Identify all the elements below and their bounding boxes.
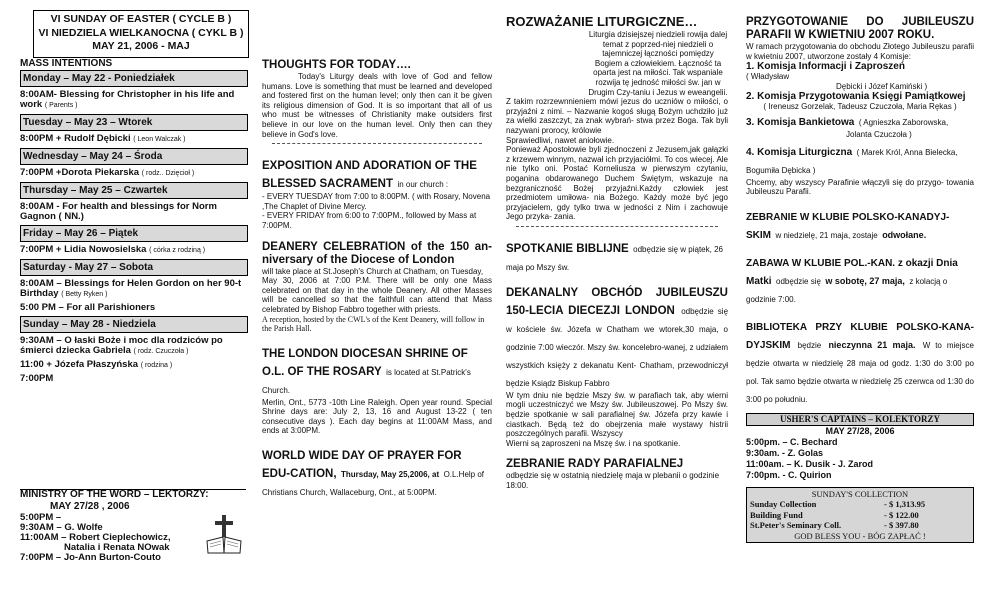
header-line-1: VI SUNDAY OF EASTER ( CYCLE B ) [50, 13, 232, 25]
english-notices-column [262, 59, 492, 500]
divider [272, 143, 482, 144]
exposition-suffix: in our church : [397, 180, 449, 190]
komisja-3-member-a: ( Agnieszka Zaborowska, [858, 117, 949, 127]
jubileusz-intro: W ramach przygotowania do obchodu Złotego Jubileuszu parafii w kwietniu 2007, utworzone zostały 4 Komisje: [746, 42, 974, 61]
collection-row [750, 510, 970, 521]
collection-label: Sunday Collection [750, 499, 817, 510]
exposition-friday: - EVERY FRIDAY from 6:00 to 7:00PM., followed by Mass at 7:00PM. [262, 211, 477, 230]
ministry-date: MAY 27/28 , 2006 [50, 501, 130, 512]
day-header: Saturday - May 27 – Sobota [20, 259, 248, 276]
collection-value: - $ 1,313.95 [884, 499, 926, 510]
prayer-body: O.L.Help of Christians Church, Wallaceburg, Ont., at 5:00PM. [262, 470, 485, 498]
prayer-date: Thursday, May 25,2006, at [340, 470, 440, 480]
jubileusz-title: PRZYGOTOWANIE DO JUBILEUSZU PARAFII W KWIETNIU 2007 ROKU. [746, 16, 974, 41]
jubileusz-outro: Chcemy, aby wszyscy Parafinie włączyli się do przygo- towania Jubileuszu Parafii. [746, 177, 974, 197]
intention-text: 8:00PM + Rudolf Dębicki [20, 133, 131, 144]
collection-box [746, 487, 974, 544]
intention-text: 5:00 PM – For all Parishioners [20, 302, 156, 313]
mass-intentions-column [20, 59, 248, 387]
thoughts-body: Today's Liturgy deals with love of God and fellow humans. Love is something that must be learned and developed and fostered first on the human level; only then can it be given its religious dimension of God. It is so important that all of us who must be witnesses of Christianity make outsiders first believe in our love on the human level. Only then can they believe in God's love. [262, 72, 492, 139]
ministry-line: 5:00PM – [20, 512, 62, 523]
bulletin-header [33, 10, 249, 58]
intention-text: 7:00PM + Lidia Nowosielska [20, 244, 147, 255]
shrine-body: Merlin, Ont., 5773 -10th Line Raleigh. Open year round. Special Shrine days are: July 2, 13, 16 and August 13-22 ( ten consecutive days ). Each day begins at 11:00AM Mass, and ends at 3:00PM. [262, 397, 492, 436]
klub1-body: w niedzielę, 21 maja, zostaje [775, 230, 878, 240]
liturgy-body-3: Ponieważ Apostołowie byli zjednoczeni z Jezusem,jak gałązki z krzewem winnym, nazwał ich przyjaciółmi. To cos wiecej. Ale nie tylko oni. Postać Korneliusza w pierwszym czytaniu, poganina obdarowanego Duchem Świętym, wskazuje na bezgraniczność Bożej przyjaźni.Każdy człowiek jest przedmiotem umiłowa- nia Bożego. Każdy może być jego przyjacielem, gdy tylko trwa w jedności z Nim i zachowuje Jego przyka- zania. [506, 145, 728, 222]
dekanalny-body-3: Wierni są zaproszeni na Mszę św. i na spotkanie. [506, 438, 681, 448]
komisja-1: 1. Komisja Informacji i Zaproszeń [746, 61, 905, 73]
zebranie-body: odbędzie się w ostatnią niedzielę maja w plebanii o godzinie 18:00. [506, 471, 720, 491]
biblijne-title: SPOTKANIE BIBLIJNE [506, 242, 629, 255]
liturgy-intro: Liturgia dzisiejszej niedzieli rowija dalej temat z poprzed-niej niedzieli o tajemniczej łączności pomiędzy Bogiem a człowiekiem. Łączność ta oparta jest na miłości. Tak wspaniale rozwija tę jedność miłości św. jan w Drugim Czy-taniu i Jezus w eweangelii. [588, 30, 728, 97]
biblioteka-body: będzie [797, 340, 822, 350]
klub2-tail: z kolacją o godzinie 7:00. [746, 276, 948, 304]
divider [516, 226, 718, 227]
ushers-date: MAY 27/28, 2006 [825, 425, 895, 436]
intention-text: 7:00PM [20, 373, 54, 384]
thoughts-title: THOUGHTS FOR TODAY…. [262, 59, 411, 71]
liturgy-body-2: Sprawiedliwi, nawet aniołowie. [506, 135, 615, 145]
klub1-bold: odwołane. [882, 229, 927, 240]
komisja-1-member-b: Dębicki i Józef Kamiński ) [836, 81, 928, 91]
komisja-2: 2. Komisja Przygotowania Księgi Pamiątkowej [746, 91, 966, 103]
collection-row [750, 520, 970, 531]
day-header: Wednesday – May 24 – Środa [20, 148, 248, 165]
day-header: Sunday – May 28 - Niedziela [20, 316, 248, 333]
exposition-tuesday: - EVERY TUESDAY from 7:00 to 8:00PM. ( with Rosary, Novena ,The Chaplet of Divine Mercy. [262, 192, 491, 211]
header-line-2: VI NIEDZIELA WIELKANOCNA ( CYKL B ) [38, 26, 244, 39]
intention-note: ( Parents ) [44, 102, 78, 109]
intention-note: ( rodz.. Dzięcioł ) [141, 170, 195, 177]
komisja-4-members: ( Marek Król, Anna Bielecka, Bogumiła Dębicka ) [746, 147, 958, 175]
exposition-title: EXPOSITION AND ADORATION OF THE BLESSED SACRAMENT [262, 160, 477, 191]
deanery-title: DEANERY CELEBRATION of the 150 an-niversary of the Diocese of London [262, 240, 492, 266]
mass-intentions-title: MASS INTENTIONS [20, 58, 113, 69]
intention-item [20, 245, 248, 256]
zebranie-title: ZEBRANIE RADY PARAFIALNEJ [506, 458, 684, 471]
collection-row [750, 499, 970, 510]
intention-item [20, 202, 248, 222]
klub2-title: ZABAWA W KLUBIE POL.-KAN. z okazji Dnia Matki [746, 257, 958, 287]
deanery-body-3: A reception, hosted by the CWL's of the Kent Deanery, will follow in the Parish Hall. [262, 314, 485, 334]
komisja-4: 4. Komisja Liturgiczna [746, 146, 853, 158]
polish-notices-column [506, 14, 728, 491]
ministry-title: MINISTRY OF THE WORD – LEKTORZY: [20, 489, 209, 500]
biblioteka-tail: W to miejsce będzie otwarta w niedzielę 28 maja od godz. 1:30 do 3:00 po pol. Tak samo będzie otwarta w niedzielę 25 czerwca od 1:30 do 3:00 po południu. [746, 340, 974, 404]
day-header: Thursday – May 25 – Czwartek [20, 182, 248, 199]
klub1-title: ZEBRANIE W KLUBIE POLSKO-KANADYJ-SKIM [746, 211, 950, 241]
collection-label: Building Fund [750, 509, 803, 520]
dekanalny-body: odbędzie się w kościele św. Józefa w Chatham we wtorek,30 maja, o godzinie 7:00 wieczór. Mszy św. koncelebro-wanej, z udziałem wszystkich księży z dekanatu Kent- Chatham, przewodniczył będzie Ksiądz Biskup Fabbro [506, 306, 729, 388]
liturgy-body-1: Z takim rozrzewnnieniem mówi jezus do uczniów o miłości, o przyjaźni z nimi. – Nazwanie kogoś sługą Bożym uchdziło już za wielki zaszczyt, za znak wybrań- stwa przez Boga. Tak byli nazywani prorocy, królowie [506, 97, 728, 135]
komisja-3: 3. Komisja Bankietowa [746, 116, 855, 128]
intention-note: ( Betty Ryken ) [61, 291, 108, 298]
shrine-suffix: is located at St.Patrick's Church. [262, 367, 471, 395]
intention-item [20, 90, 248, 111]
collection-title: SUNDAY'S COLLECTION [811, 488, 909, 499]
collection-label: St.Peter's Seminary Coll. [750, 520, 842, 531]
intention-item [20, 336, 248, 357]
intention-text: 8:00AM- Blessing for Christopher in his life and work [20, 89, 235, 110]
intention-text: 8:00AM – Blessings for Helen Gordon on her 90-t Birthday [20, 278, 242, 299]
collection-value: - $ 122.00 [884, 509, 919, 520]
intention-item [20, 360, 248, 371]
usher-line: 9:30am. - Z. Golas [746, 447, 824, 458]
intention-note: ( córka z rodziną ) [149, 247, 206, 254]
biblioteka-bold: nieczynna 21 maja. [828, 339, 916, 350]
ministry-line: 11:00AM – Robert Cieplechowicz, [20, 532, 171, 543]
ministry-line: 7:00PM – Jo-Ann Burton-Couto [20, 552, 161, 563]
ministry-line: 9:30AM – G. Wolfe [20, 522, 103, 533]
ushers-title: USHER'S CAPTAINS – KOLEKTORZY [746, 413, 974, 426]
komisja-2-members: ( Ireneusz Gorzelak, Tadeusz Czuczoła, Maria Rękas ) [763, 102, 957, 112]
liturgy-title: ROZWAŻANIE LITURGICZNE… [506, 14, 698, 29]
collection-rows [750, 499, 970, 531]
intention-note: ( Leon Walczak ) [133, 136, 186, 143]
usher-line: 7:00pm. - C. Quirion [746, 469, 832, 480]
intention-note: ( rodzina ) [140, 362, 173, 369]
bible-cross-icon [205, 513, 243, 555]
komisja-3-member-b: Jolanta Czuczoła ) [846, 129, 912, 139]
intention-item [20, 168, 248, 179]
biblijne-body: odbędzie się w piątek, 26 maja po Mszy św. [506, 244, 723, 272]
prayer-title: WORLD WIDE DAY OF PRAYER FOR EDU-CATION, [262, 450, 462, 481]
biblioteka-title: BIBLIOTEKA PRZY KLUBIE POLSKO-KANA-DYJSKIM [746, 321, 974, 351]
komisja-1-member-a: ( Władysław [746, 72, 790, 82]
usher-line: 5:00pm. – C. Bechard [746, 436, 838, 447]
collection-value: - $ 397.80 [884, 520, 919, 531]
intention-text: 8:00AM - For health and blessings for Norm Gagnon ( NN.) [20, 201, 217, 222]
intention-item [20, 374, 248, 384]
intention-text: 9:30AM – O łaski Boże i moc dla rodziców po śmierci dziecka Gabriela [20, 335, 223, 356]
usher-line: 11:00am. – K. Dusik - J. Zarod [746, 458, 874, 469]
intention-item [20, 279, 248, 300]
deanery-body-2: May 30, 2006 at 7:00 P.M. There will be only one Mass celebrated on that day in the whole Deanery. All other Masses will be cancelled so that the faithfull can attend that Mass celebrated by Bishop Fabbro together with priests. [262, 276, 492, 314]
mass-days-list [20, 70, 248, 384]
deanery-body-1: will take place at St.Joseph's Church at Chatham, on Tuesday, [262, 266, 484, 276]
day-header: Monday – May 22 - Poniedziałek [20, 70, 248, 87]
parish-notices-column [746, 16, 974, 543]
intention-text: 11:00 + Józefa Płaszyńska [20, 359, 139, 370]
intention-note: ( rodz. Czuczoła ) [133, 348, 189, 355]
klub2-bold: w sobotę, 27 maja, [825, 275, 905, 286]
dekanalny-title: DEKANALNY OBCHÓD JUBILEUSZU 150-LECIA DIECEZJI LONDON [506, 286, 728, 317]
shrine-title: THE LONDON DIOCESAN SHRINE OF O.L. OF THE ROSARY [262, 347, 468, 378]
day-header: Tuesday – May 23 – Wtorek [20, 114, 248, 131]
klub2-body: odbędzie się [776, 276, 821, 286]
collection-footer: GOD BLESS YOU - BÓG ZAPŁAĆ ! [794, 530, 926, 541]
day-header: Friday – May 26 – Piątek [20, 225, 248, 242]
intention-item [20, 303, 248, 313]
ushers-box [746, 413, 974, 481]
dekanalny-body-2: W tym dniu nie będzie Mszy św. w parafiach tak, aby wierni mogli uczestniczyć we Mszy św. Jubileuszowej. Po Mszy św. będzie spotkanie w sali parafialnej św. Józefa przy kawie i ciastkach. Będą też do obejrzenia małe wystawy histrii poszczególnych parafii. Wszyscy [506, 390, 728, 439]
intention-item [20, 134, 248, 145]
header-line-3: MAY 21, 2006 - MAJ [92, 40, 190, 52]
ushers-list [746, 437, 974, 481]
intention-text: 7:00PM +Dorota Piekarska [20, 167, 140, 178]
ministry-line: Natalia i Renata NOwak [64, 542, 170, 553]
